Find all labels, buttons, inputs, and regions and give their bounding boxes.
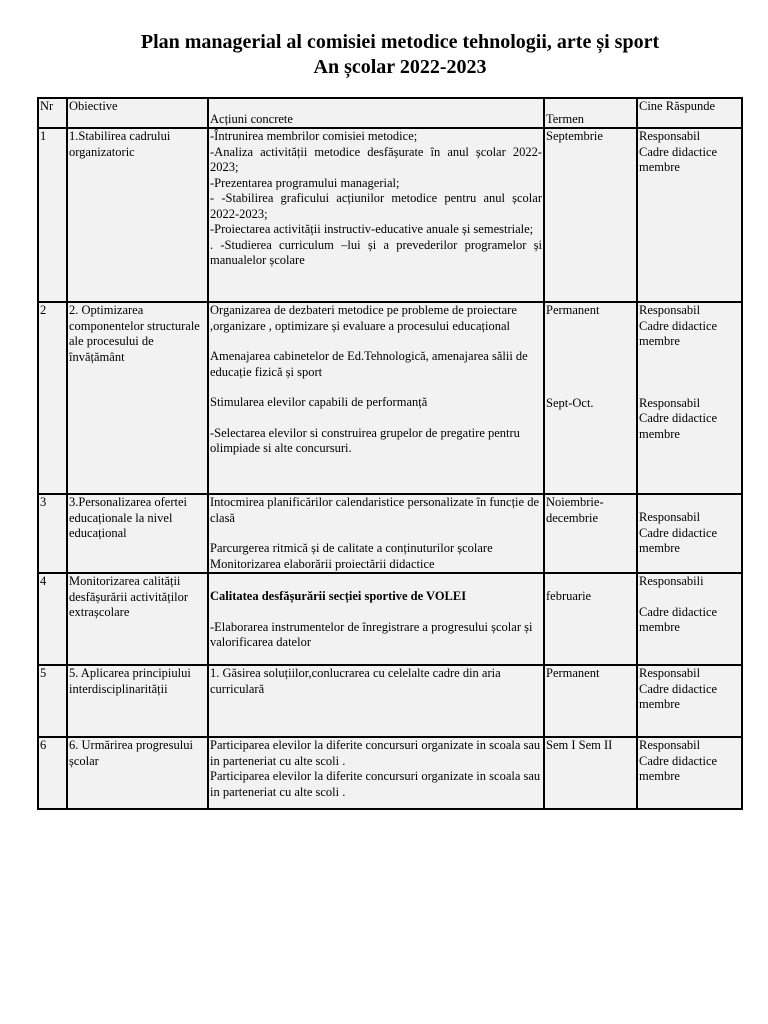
row-actiuni — [208, 128, 544, 302]
actiune-item: Organizarea de dezbateri metodice pe probleme de proiectare ,organizare , optimizare și evaluare a procesului educațional — [210, 303, 517, 333]
row-obiectiv: 6. Urmărirea progresului școlar — [67, 737, 208, 809]
row-nr: 1 — [38, 128, 67, 302]
responsabil-line: Responsabil — [639, 666, 701, 680]
row-nr: 5 — [38, 665, 67, 737]
row-actiuni — [208, 737, 544, 809]
row-termen — [544, 665, 637, 737]
plan-table-wrapper — [37, 97, 741, 810]
responsabil-line: Cadre didactice membre — [639, 681, 718, 711]
actiune-item: Parcurgerea ritmică și de calitate a conținuturilor școlare — [210, 541, 493, 555]
title-line-1: Plan managerial al comisiei metodice tehnologii, arte și sport — [140, 31, 660, 53]
actiune-item: 1. Găsirea soluțiilor,conlucrarea cu celelalte cadre din aria curriculară — [210, 666, 501, 696]
responsabil-line: Responsabili — [639, 574, 704, 588]
row-responsabil — [637, 665, 742, 737]
actiune-item: . -Studierea curriculum –lui și a prevederilor programelor și manualelor școlare — [210, 237, 542, 267]
title-line-2: An școlar 2022-2023 — [313, 56, 487, 78]
row-responsabil — [637, 302, 742, 494]
responsabil-line: Cadre didactice membre — [639, 411, 718, 441]
row-responsabil — [637, 573, 742, 665]
actiune-item: Calitatea desfășurării secției sportive de VOLEI — [210, 589, 467, 603]
row-termen — [544, 573, 637, 665]
table-header-row — [38, 98, 742, 128]
row-obiectiv: 2. Optimizarea componentelor structurale ale procesului de învățământ — [67, 302, 208, 494]
plan-table — [37, 97, 743, 810]
actiune-item: -Prezentarea programului managerial; — [210, 175, 400, 190]
row-actiuni — [208, 494, 544, 573]
termen-value: Noiembrie-decembrie — [546, 495, 604, 525]
row-termen — [544, 737, 637, 809]
header-nr: Nr — [38, 98, 67, 128]
table-row — [38, 665, 742, 737]
row-nr: 2 — [38, 302, 67, 494]
actiune-item: -Elaborarea instrumentelor de înregistrare a progresului școlar și valorificarea datelor — [210, 619, 533, 649]
row-obiectiv: 1.Stabilirea cadrului organizatoric — [67, 128, 208, 302]
responsabil-line: Cadre didactice membre — [639, 144, 718, 174]
row-actiuni — [208, 573, 544, 665]
actiune-item: -Selectarea elevilor si construirea grupelor de pregatire pentru olimpiade si alte concursuri. — [210, 425, 520, 455]
responsabil-line: Responsabil — [639, 303, 701, 317]
row-nr: 3 — [38, 494, 67, 573]
termen-value: Permanent — [546, 666, 600, 680]
table-row — [38, 573, 742, 665]
actiune-item: -Întrunirea membrilor comisiei metodice; — [210, 129, 418, 143]
responsabil-line: Cadre didactice membre — [639, 525, 718, 555]
termen-value: Permanent — [546, 303, 600, 317]
table-row — [38, 302, 742, 494]
row-responsabil — [637, 128, 742, 302]
row-obiectiv: 5. Aplicarea principiului interdisciplinarității — [67, 665, 208, 737]
termen-value: februarie — [546, 589, 592, 603]
header-actiuni: Acțiuni concrete — [208, 98, 544, 128]
actiune-item: - -Stabilirea graficului acțiunilor metodice pentru anul școlar 2022-2023; — [210, 191, 542, 221]
actiune-item: -Analiza activității metodice desfășurate în anul școlar 2022- 2023; — [210, 144, 542, 174]
table-row — [38, 128, 742, 302]
actiune-item: Intocmirea planificărilor calendaristice personalizate în funcție de clasă — [210, 495, 540, 525]
termen-value: Sept-Oct. — [546, 395, 594, 410]
row-termen — [544, 128, 637, 302]
row-obiectiv: Monitorizarea calității desfășurării activităților extrașcolare — [67, 573, 208, 665]
row-nr: 6 — [38, 737, 67, 809]
responsabil-line: Responsabil — [639, 738, 701, 752]
responsabil-line: Cadre didactice membre — [639, 318, 718, 348]
responsabil-line: Responsabil — [639, 129, 701, 143]
row-actiuni — [208, 302, 544, 494]
row-nr: 4 — [38, 573, 67, 665]
actiune-item: Monitorizarea elaborării proiectării didactice — [210, 556, 435, 571]
responsabil-line: Cadre didactice membre — [639, 753, 718, 783]
row-termen — [544, 302, 637, 494]
actiune-item: Participarea elevilor la diferite concursuri organizate in scoala sau in parteneriat cu alte scoli . — [210, 769, 541, 799]
actiune-item: -Proiectarea activității instructiv-educative anuale și semestriale; — [210, 222, 534, 236]
document-title — [0, 30, 768, 80]
actiune-item: Participarea elevilor la diferite concursuri organizate in scoala sau in parteneriat cu alte scoli . — [210, 738, 541, 768]
table-row — [38, 494, 742, 573]
responsabil-line: Cadre didactice membre — [639, 604, 718, 634]
row-actiuni — [208, 665, 544, 737]
row-obiectiv: 3.Personalizarea ofertei educaționale la nivel educațional — [67, 494, 208, 573]
actiune-item: Amenajarea cabinetelor de Ed.Tehnologică, amenajarea sălii de educație fizică și sport — [210, 349, 528, 379]
row-responsabil — [637, 494, 742, 573]
table-row — [38, 737, 742, 809]
termen-value: Septembrie — [546, 129, 603, 143]
responsabil-line: Responsabil — [639, 395, 701, 410]
row-termen — [544, 494, 637, 573]
termen-value: Sem I Sem II — [546, 738, 613, 752]
responsabil-line: Responsabil — [639, 510, 701, 524]
header-responsabil: Cine Răspunde — [637, 98, 742, 128]
actiune-item: Stimularea elevilor capabili de performanță — [210, 395, 428, 409]
header-termen: Termen — [544, 98, 637, 128]
header-obiective: Obiective — [67, 98, 208, 128]
row-responsabil — [637, 737, 742, 809]
